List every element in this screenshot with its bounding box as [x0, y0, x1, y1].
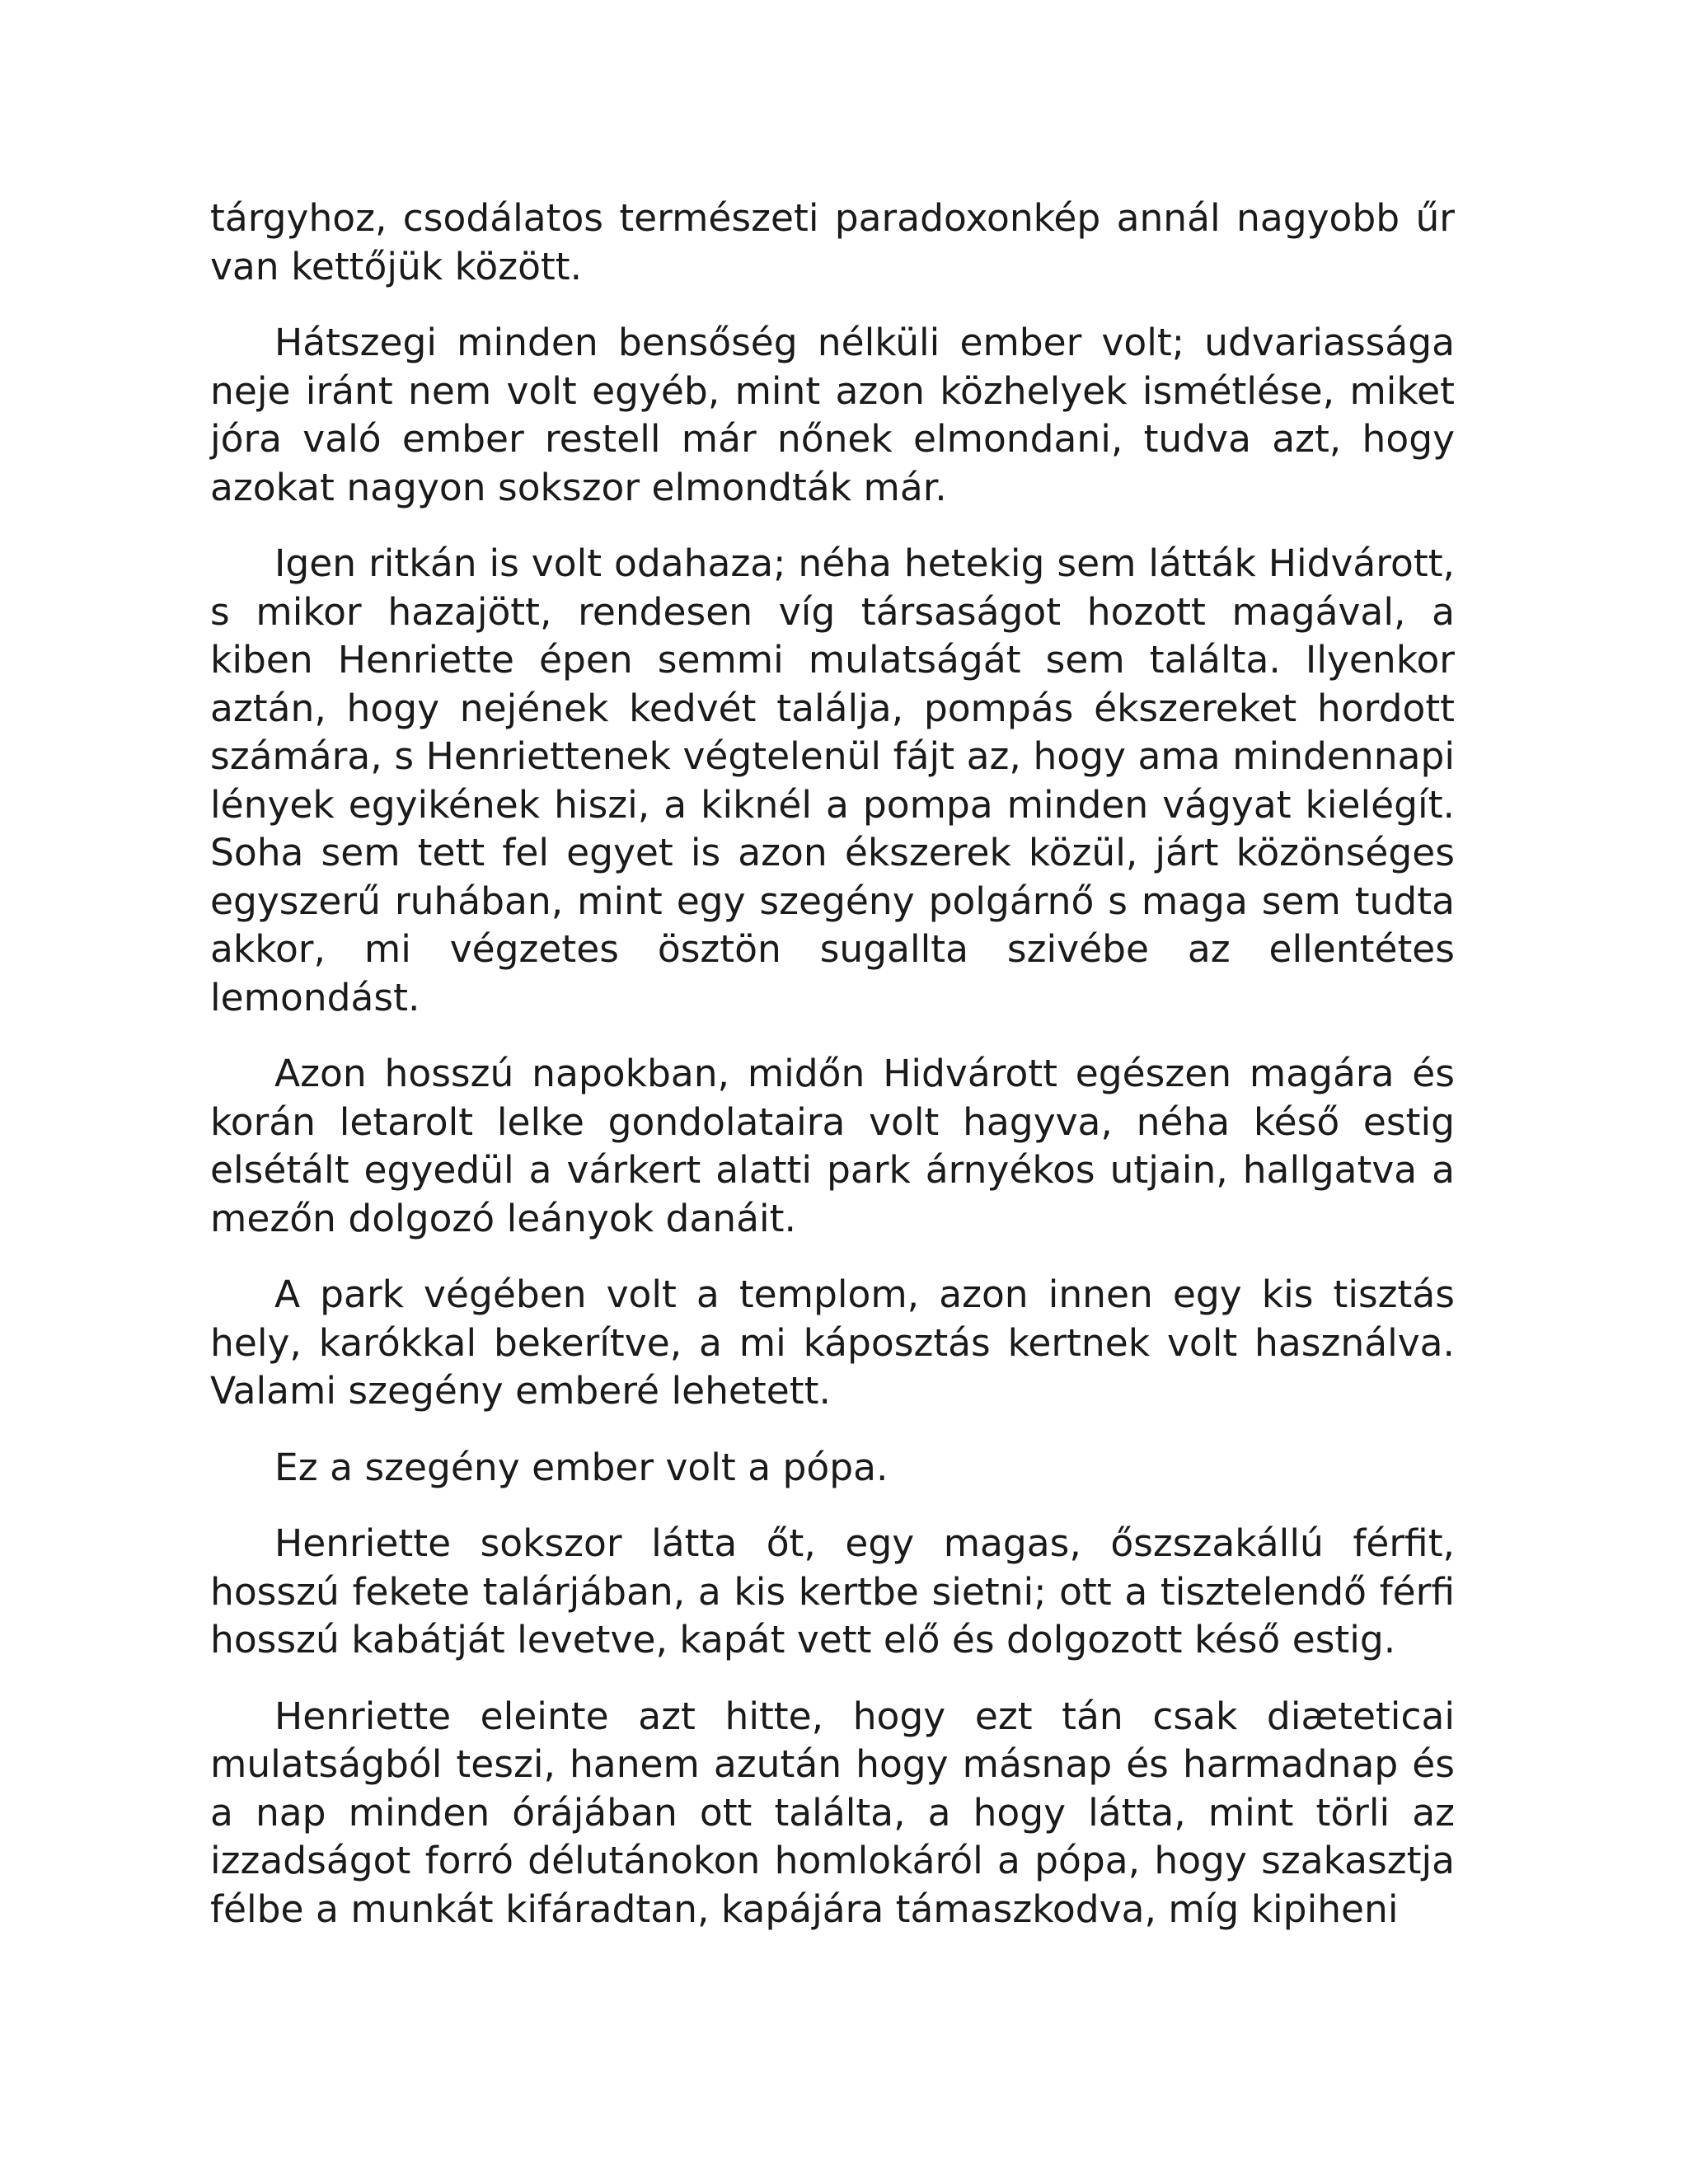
paragraph-6: Ez a szegény ember volt a pópa.	[274, 1445, 889, 1489]
paragraph-4: Azon hosszú napokban, midőn Hidvárott egészen magára és korán letarolt lelke gondolataira volt hagyva, néha késő estig elsétált egyedül a várkert alatti park árnyékos utjain, hallgatva a mezőn dolgozó leányok danáit.	[210, 1052, 1455, 1240]
paragraph-1: tárgyhoz, csodálatos természeti paradoxonkép annál nagyobb űr van kettőjük között.	[210, 196, 1455, 288]
paragraph-2: Hátszegi minden bensőség nélküli ember volt; udvariassága neje iránt nem volt egyéb, mint azon közhelyek ismétlése, miket jóra való ember restell már nőnek elmondani, tudva azt, hogy azokat nagyon sokszor elmondták már.	[210, 321, 1455, 509]
book-page	[210, 194, 1455, 1961]
paragraph-8: Henriette eleinte azt hitte, hogy ezt tán csak diæteticai mulatságból teszi, hanem azután hogy másnap és harmadnap és a nap minden órájában ott találta, a hogy látta, mint törli az izzadságot forró délutánokon homlokáról a pópa, hogy szakasztja félbe a munkát kifáradtan, kapájára támaszkodva, míg kipiheni	[210, 1694, 1455, 1931]
paragraph-5: A park végében volt a templom, azon innen egy kis tisztás hely, karókkal bekerítve, a mi káposztás kertnek volt használva. Valami szegény emberé lehetett.	[210, 1272, 1455, 1413]
paragraph-3: Igen ritkán is volt odahaza; néha hetekig sem látták Hidvárott, s mikor hazajött, rendesen víg társaságot hozott magával, a kiben Henriette épen semmi mulatságát sem találta. Ilyenkor aztán, hogy nejének kedvét találja, pompás ékszereket hordott számára, s Henriettenek végtelenül fájt az, hogy ama mindennapi lények egyikének hiszi, a kiknél a pompa minden vágyat kielégít. Soha sem tett fel egyet is azon ékszerek közül, járt közönséges egyszerű ruhában, mint egy szegény polgárnő s maga sem tudta akkor, mi végzetes ösztön sugallta szivébe az ellentétes lemondást.	[210, 541, 1455, 1019]
paragraph-7: Henriette sokszor látta őt, egy magas, őszszakállú férfit, hosszú fekete talárjában, a kis kertbe sietni; ott a tisztelendő férfi hosszú kabátját levetve, kapát vett elő és dolgozott késő estig.	[210, 1521, 1455, 1661]
